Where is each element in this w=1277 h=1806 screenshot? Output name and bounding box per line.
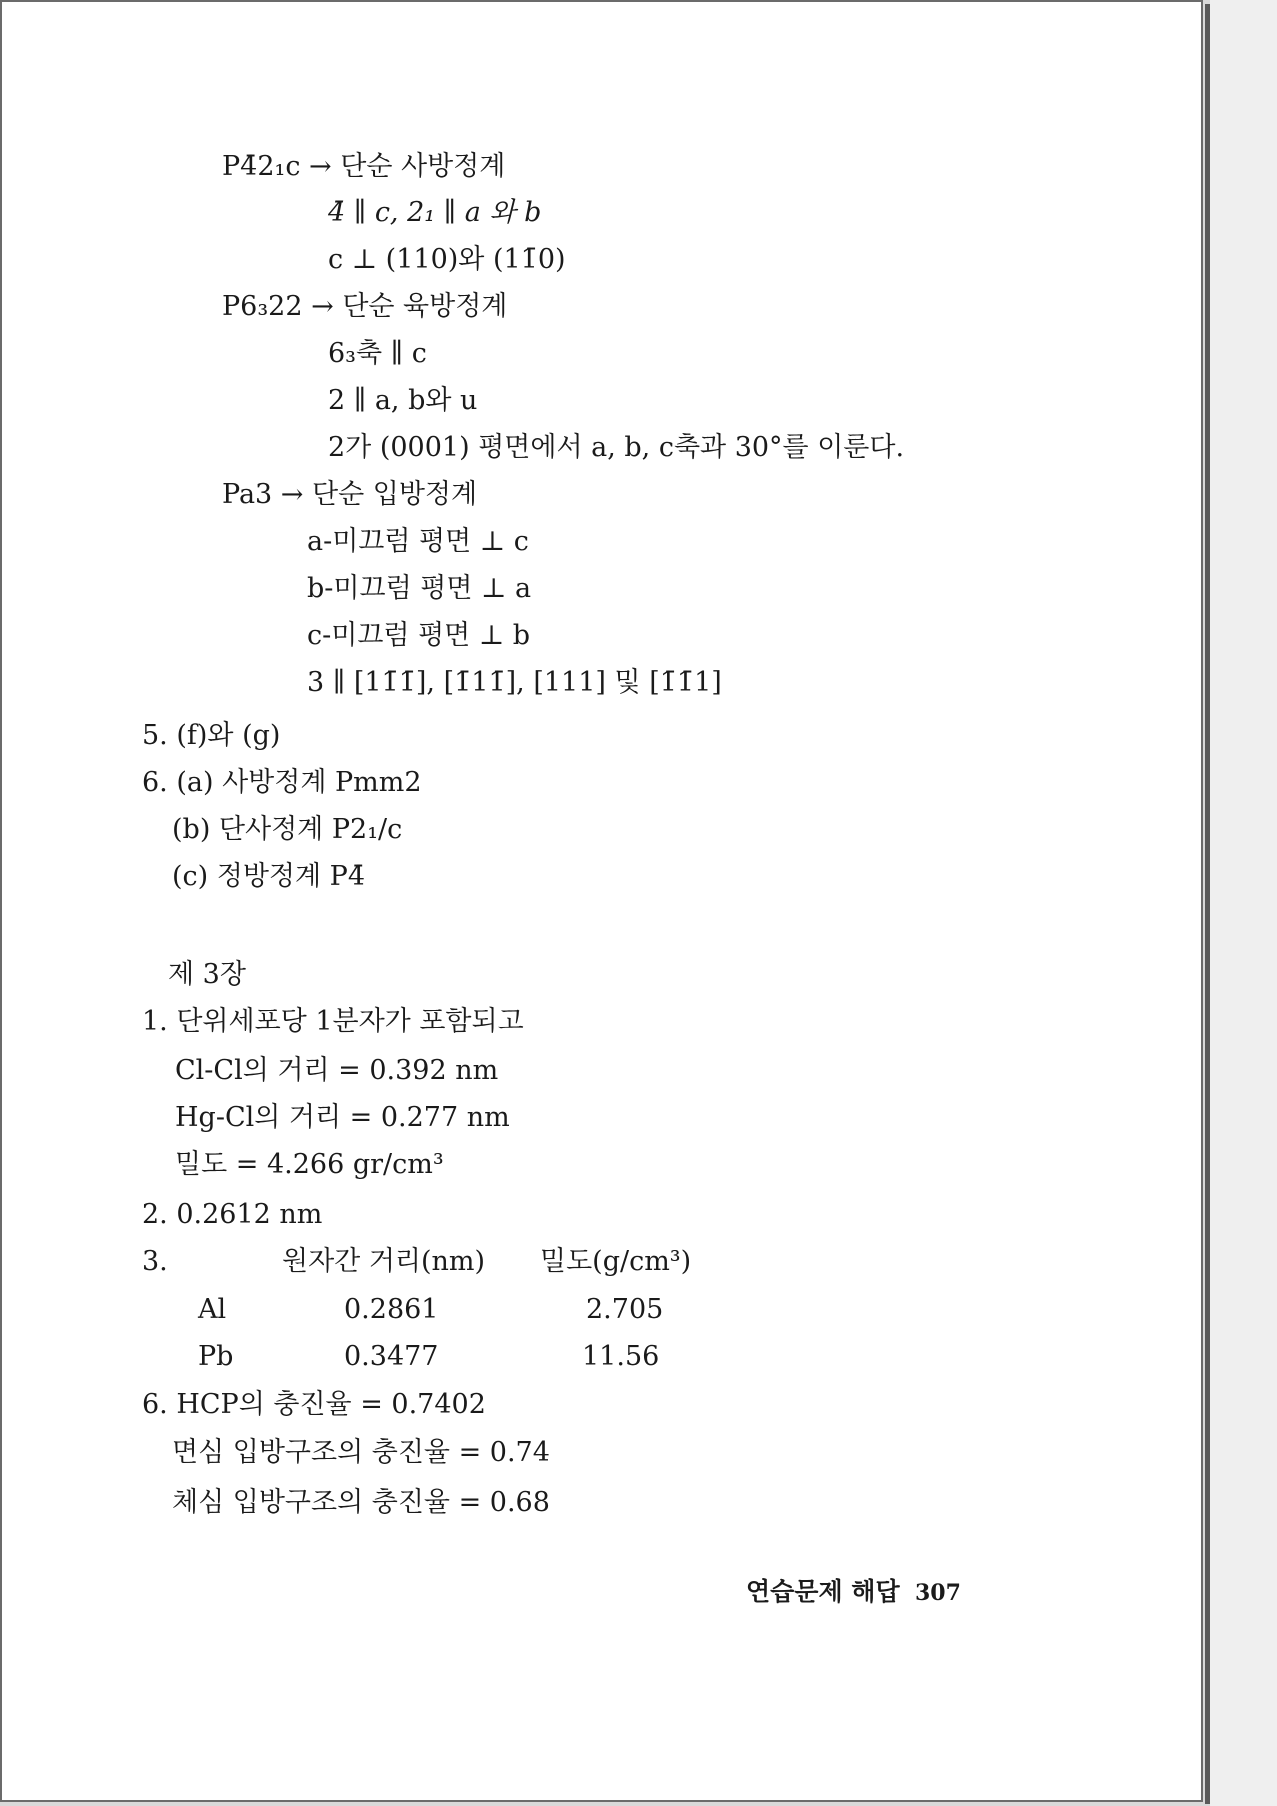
ch3-answer-1-line-2: Cl-Cl의 거리 = 0.392 nm bbox=[175, 1055, 499, 1086]
pa3-title: Pa3 → 단순 입방정계 bbox=[222, 479, 478, 510]
ch3-answer-6-line-3: 체심 입방구조의 충진율 = 0.68 bbox=[172, 1487, 550, 1518]
table-header-density: 밀도(g/cm³) bbox=[540, 1246, 692, 1277]
ch3-answer-1-line-3: Hg-Cl의 거리 = 0.277 nm bbox=[175, 1102, 510, 1133]
table-row-pb-distance: 0.3477 bbox=[344, 1341, 439, 1372]
ch3-answer-1-line-4: 밀도 = 4.266 gr/cm³ bbox=[175, 1149, 444, 1180]
pa3-line-4: 3 ∥ [11̄1̄], [1̄11̄], [111] 및 [1̄1̄1] bbox=[307, 667, 722, 698]
p4-line-1: 4̄ ∥ c, 2₁ ∥ a 와 b bbox=[328, 197, 542, 228]
p6-line-2: 2 ∥ a, b와 u bbox=[328, 385, 478, 416]
pa3-line-1: a-미끄럼 평면 ⊥ c bbox=[307, 526, 529, 557]
table-row-al-density: 2.705 bbox=[586, 1294, 664, 1325]
table-row-al-element: Al bbox=[198, 1294, 227, 1325]
viewer-background bbox=[1210, 0, 1277, 1806]
table-row-al-distance: 0.2861 bbox=[344, 1294, 439, 1325]
ch3-answer-6-line-2: 면심 입방구조의 충진율 = 0.74 bbox=[172, 1437, 550, 1468]
page-number: 307 bbox=[915, 1580, 961, 1606]
footer-title: 연습문제 해답 bbox=[746, 1577, 900, 1606]
p6-line-1: 6₃축 ∥ c bbox=[328, 338, 427, 369]
pa3-line-3: c-미끄럼 평면 ⊥ b bbox=[307, 620, 531, 651]
answer-6c: (c) 정방정계 P4̄ bbox=[172, 861, 366, 892]
table-header-distance: 원자간 거리(nm) bbox=[282, 1246, 486, 1277]
answer-5: 5. (f)와 (g) bbox=[142, 720, 281, 751]
ch3-answer-6-line-1: 6. HCP의 충진율 = 0.7402 bbox=[142, 1389, 486, 1420]
ch3-answer-1-line-1: 1. 단위세포당 1분자가 포함되고 bbox=[142, 1006, 524, 1037]
ch3-answer-3-number: 3. bbox=[142, 1246, 168, 1277]
p4-title: P4̄2₁c → 단순 사방정계 bbox=[222, 151, 506, 182]
answer-6b: (b) 단사정계 P2₁/c bbox=[172, 814, 403, 845]
table-row-pb-element: Pb bbox=[198, 1341, 234, 1372]
chapter-heading: 제 3장 bbox=[168, 959, 246, 990]
p6-line-3: 2가 (0001) 평면에서 a, b, c축과 30°를 이룬다. bbox=[328, 432, 905, 463]
table-row-pb-density: 11.56 bbox=[582, 1341, 660, 1372]
pa3-line-2: b-미끄럼 평면 ⊥ a bbox=[307, 573, 532, 604]
p6-title: P6₃22 → 단순 육방정계 bbox=[222, 291, 508, 322]
ch3-answer-2: 2. 0.2612 nm bbox=[142, 1199, 323, 1230]
p4-line-2: c ⊥ (110)와 (11̄0) bbox=[328, 244, 566, 275]
answer-6a: 6. (a) 사방정계 Pmm2 bbox=[142, 767, 422, 798]
